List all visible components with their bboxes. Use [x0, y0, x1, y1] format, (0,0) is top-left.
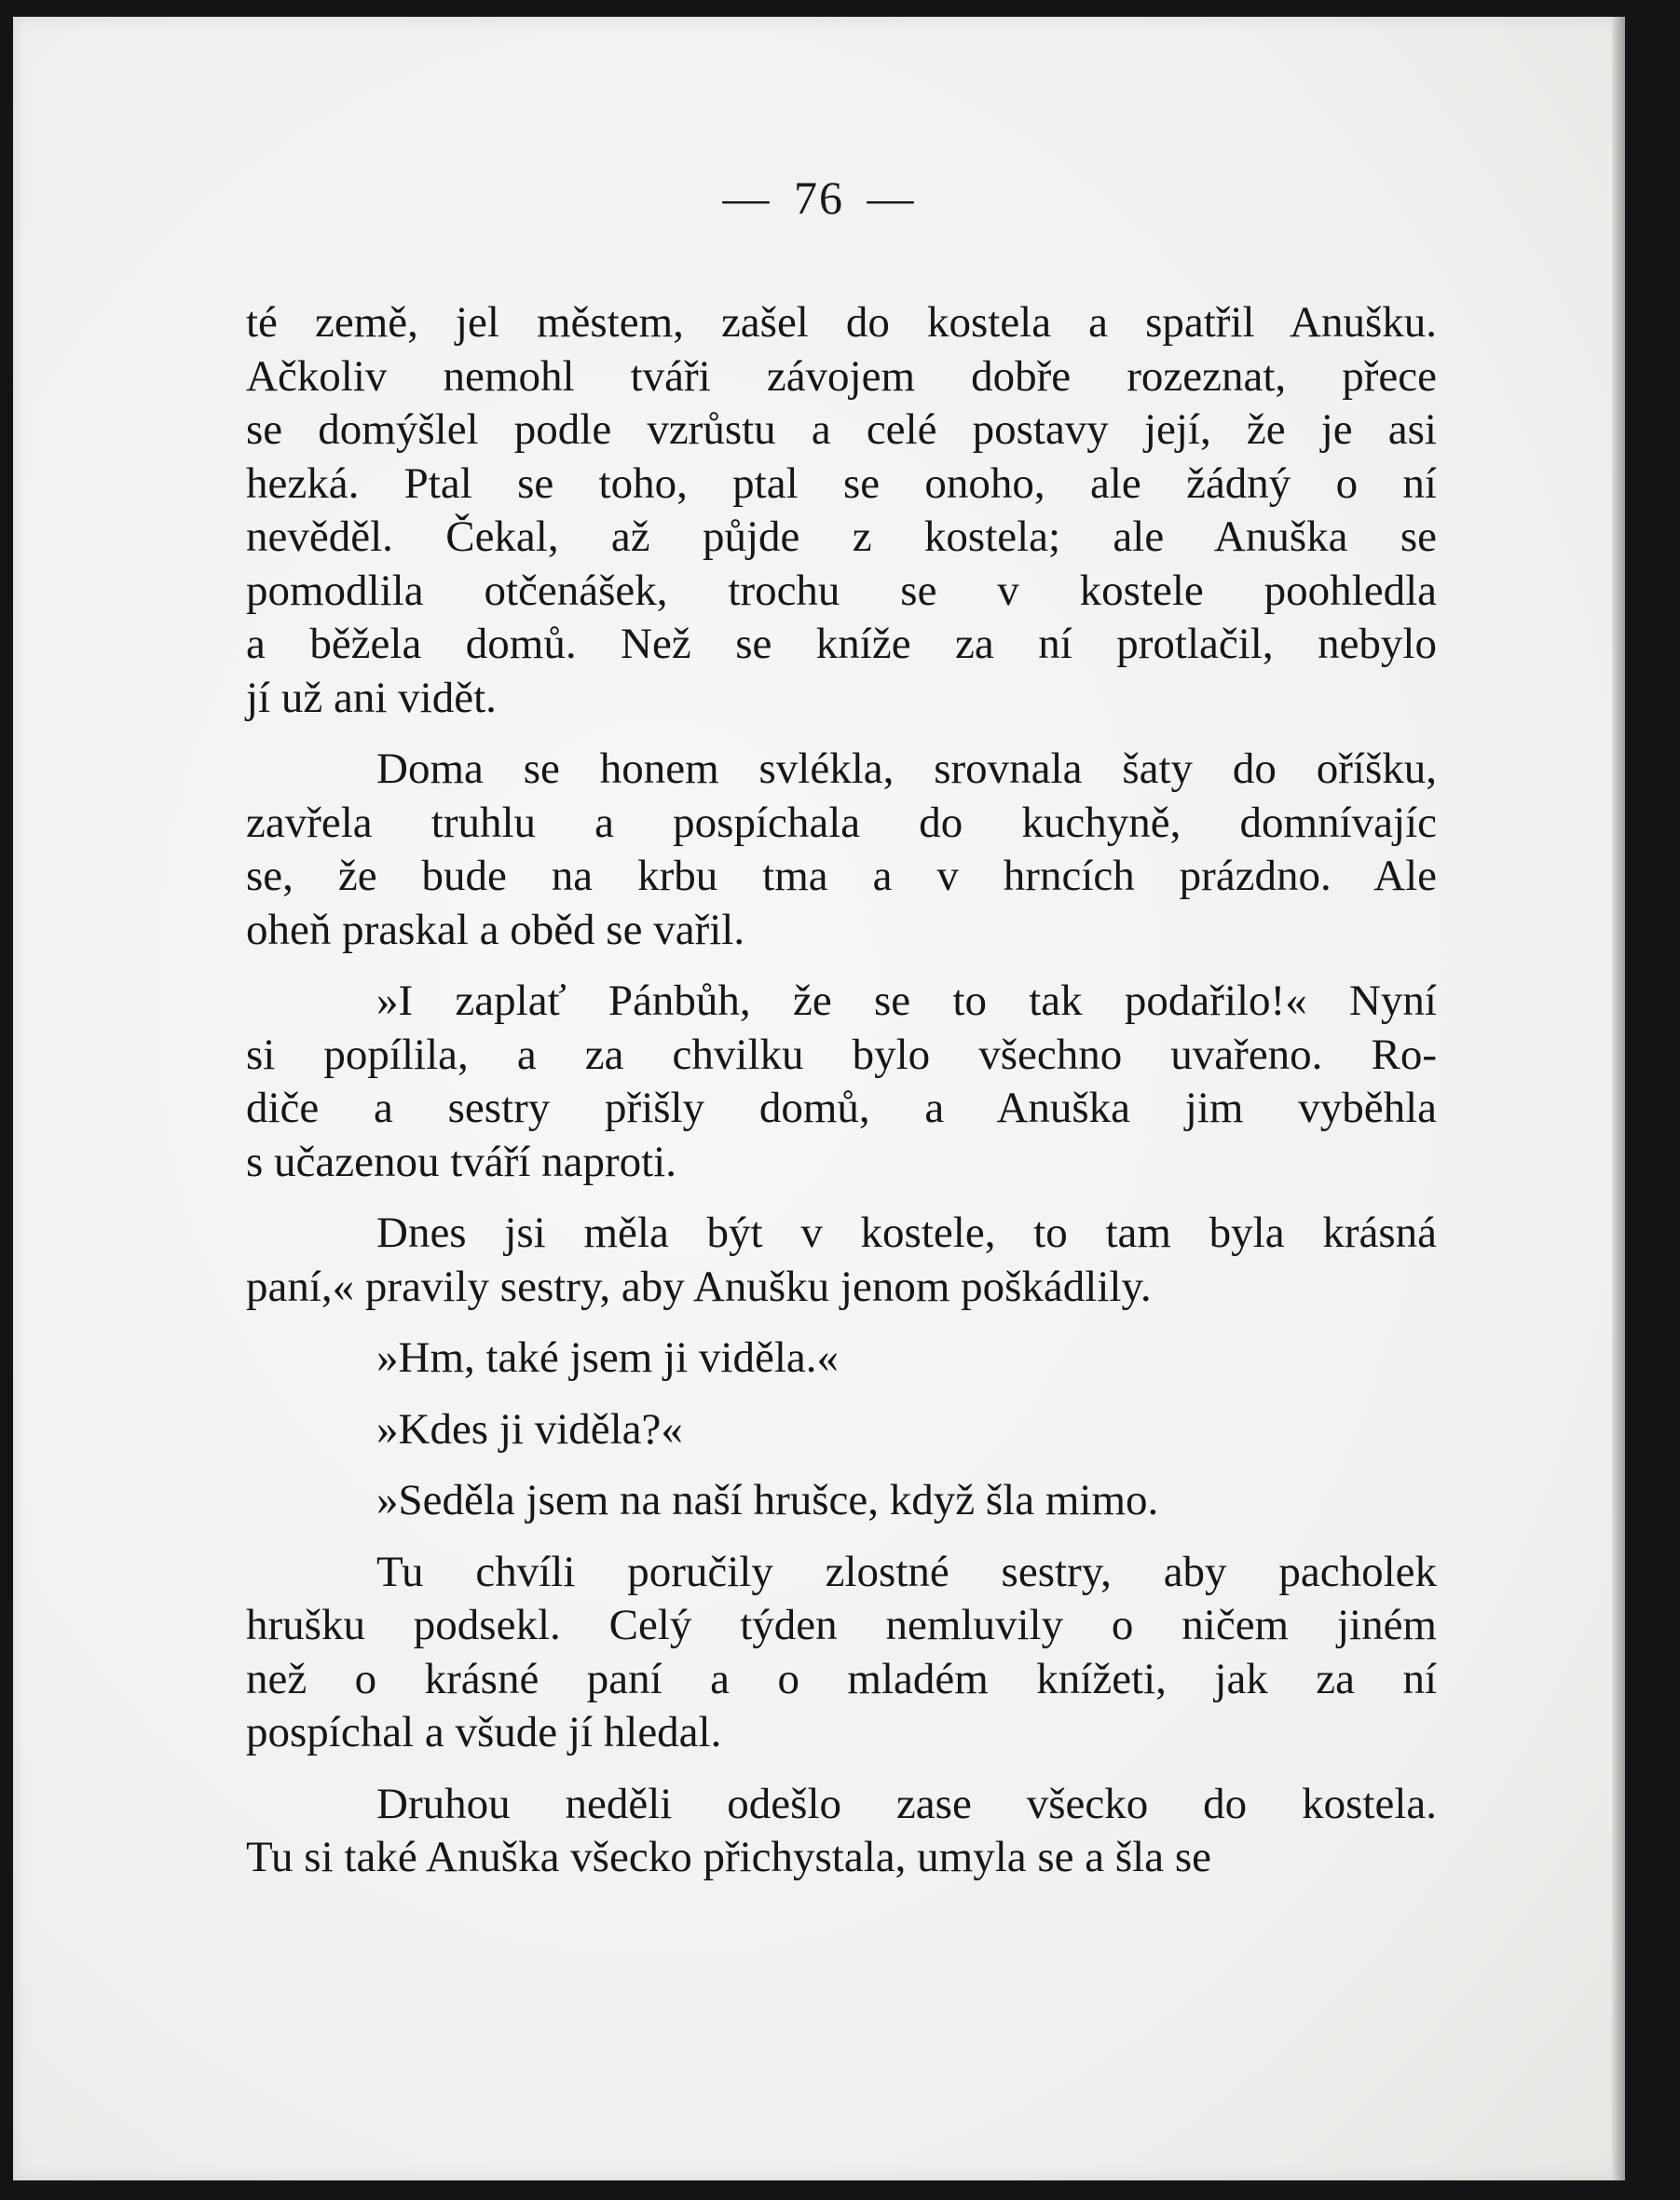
text-line: pomodlila otčenášek, trochu se v kostele poohledla: [246, 566, 1437, 615]
paragraph: [246, 1403, 1437, 1457]
paragraph: [246, 1474, 1437, 1528]
text-line: »Hm, také jsem ji viděla.«: [376, 1333, 840, 1382]
text-line: jí už ani vidět.: [246, 673, 497, 722]
text-line: »Kdes ji viděla?«: [376, 1404, 683, 1454]
text-line: »I zaplať Pánbůh, že se to tak podařilo!« Nyní: [376, 977, 1437, 1025]
text-line: Dnes jsi měla být v kostele, to tam byla krásná: [376, 1209, 1437, 1257]
paragraph: [246, 1546, 1437, 1760]
body-text: [246, 296, 1437, 1903]
text-line: nevěděl. Čekal, až půjde z kostela; ale Anuška se: [246, 512, 1437, 561]
book-page: [13, 17, 1625, 2180]
text-line: té země, jel městem, zašel do kostela a spatřil Anušku.: [246, 298, 1437, 347]
paragraph: [246, 743, 1437, 957]
text-line: diče a sestry přišly domů, a Anuška jim vyběhla: [246, 1084, 1437, 1132]
paragraph: [246, 1778, 1437, 1885]
text-line: a běžela domů. Než se kníže za ní protlačil, nebylo: [246, 620, 1437, 668]
page-number: — 76 —: [722, 171, 916, 224]
paragraph: [246, 296, 1437, 725]
page-edge-shadow: [1612, 17, 1625, 2180]
text-line: Druhou neděli odešlo zase všecko do kostela.: [376, 1779, 1437, 1828]
text-line: Ačkoliv nemohl tváři závojem dobře rozeznat, přece: [246, 351, 1437, 401]
text-line: hrušku podsekl. Celý týden nemluvily o ničem jiném: [246, 1601, 1437, 1649]
text-line: hezká. Ptal se toho, ptal se onoho, ale žádný o ní: [246, 458, 1437, 508]
text-line: Doma se honem svlékla, srovnala šaty do oříšku,: [376, 745, 1437, 793]
paragraph: [246, 1207, 1437, 1314]
text-line: než o krásné paní a o mladém knížeti, jak za ní: [246, 1654, 1437, 1703]
text-line: si popílila, a za chvilku bylo všechno uvařeno. Ro-: [246, 1030, 1437, 1079]
text-line: Tu si také Anuška všecko přichystala, umyla se a šla se: [246, 1833, 1211, 1881]
text-line: se, že bude na krbu tma a v hrncích prázdno. Ale: [246, 852, 1437, 900]
text-line: paní,« pravily sestry, aby Anušku jenom poškádlily.: [246, 1262, 1152, 1311]
text-line: zavřela truhlu a pospíchala do kuchyně, domnívajíc: [246, 798, 1437, 847]
text-line: oheň praskal a oběd se vařil.: [246, 905, 745, 954]
text-line: »Seděla jsem na naší hrušce, když šla mimo.: [376, 1476, 1159, 1524]
text-line: s učazenou tváří naproti.: [246, 1137, 676, 1186]
text-line: Tu chvíli poručily zlostné sestry, aby pacholek: [376, 1547, 1437, 1596]
paragraph: [246, 1332, 1437, 1386]
paragraph: [246, 975, 1437, 1189]
text-line: se domýšlel podle vzrůstu a celé postavy její, že je asi: [246, 405, 1437, 454]
text-line: pospíchal a všude jí hledal.: [246, 1708, 722, 1756]
